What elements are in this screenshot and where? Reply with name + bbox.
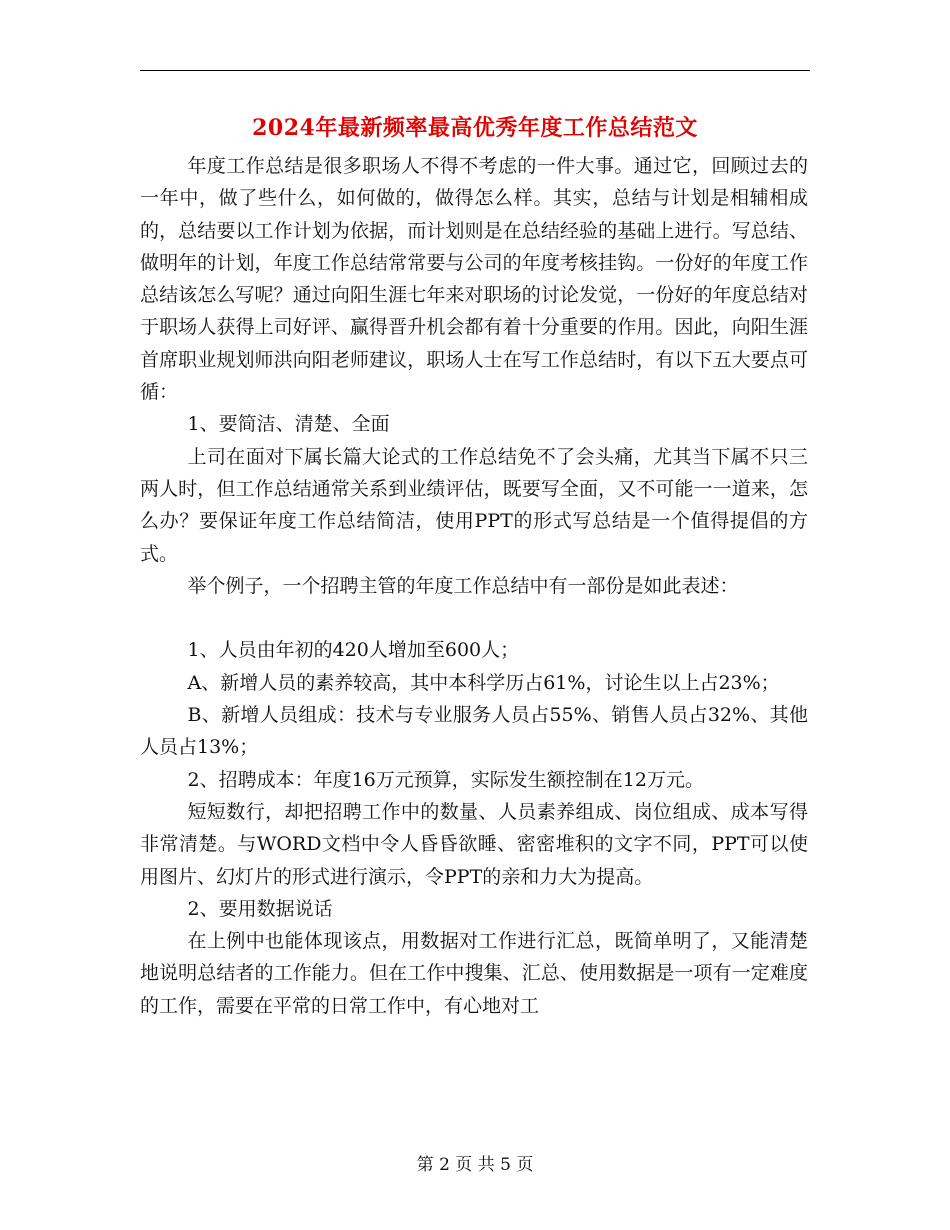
header-rule [140, 70, 810, 71]
paragraph-intro: 年度工作总结是很多职场人不得不考虑的一件大事。通过它，回顾过去的一年中，做了些什么，如何做的，做得怎么样。其实，总结与计划是相辅相成的，总结要以工作计划为依据，而计划则是在总结经验的基础上进行。写总结、做明年的计划，年度工作总结常常要与公司的年度考核挂钩。一份好的年度工作总结该怎么写呢？通过向阳生涯七年来对职场的讨论发觉，一份好的年度总结对于职场人获得上司好评、赢得晋升机会都有着十分重要的作用。因此，向阳生涯首席职业规划师洪向阳老师建议，职场人士在写工作总结时，有以下五大要点可循： [140, 155, 808, 404]
page-number: 第 2 页 共 5 页 [416, 1155, 534, 1175]
document-title: 2024年最新频率最高优秀年度工作总结范文 [252, 115, 698, 141]
section-heading-2: 2、要用数据说话 [187, 897, 333, 920]
section-heading-1: 1、要简洁、清楚、全面 [187, 413, 390, 436]
list-item: A、新增人员的素养较高，其中本科学历占61%，讨论生以上占23%； [187, 671, 780, 694]
document-body [140, 150, 808, 1022]
paragraph: 举个例子，一个招聘主管的年度工作总结中有一部份是如此表述： [187, 574, 739, 597]
paragraph: 短短数行，却把招聘工作中的数量、人员素养组成、岗位组成、成本写得非常清楚。与WORD文档中令人昏昏欲睡、密密堆积的文字不同，PPT可以使用图片、幻灯片的形式进行演示，令PPT的亲和力大为提高。 [140, 800, 808, 888]
list-item: 2、招聘成本：年度16万元预算，实际发生额控制在12万元。 [187, 768, 704, 791]
paragraph: 上司在面对下属长篇大论式的工作总结免不了会头痛，尤其当下属不只三两人时，但工作总结通常关系到业绩评估，既要写全面，又不可能一一道来，怎么办？要保证年度工作总结简洁，使用PPT的形式写总结是一个值得提倡的方式。 [140, 445, 808, 565]
paragraph: 在上例中也能体现该点，用数据对工作进行汇总，既简单明了，又能清楚地说明总结者的工作能力。但在工作中搜集、汇总、使用数据是一项有一定难度的工作，需要在平常的日常工作中，有心地对工 [140, 930, 808, 1017]
list-item: 1、人员由年初的420人增加至600人； [187, 639, 520, 662]
blank-line [140, 602, 808, 634]
list-item: B、新增人员组成：技术与专业服务人员占55%、销售人员占32%、其他人员占13%； [140, 704, 808, 759]
